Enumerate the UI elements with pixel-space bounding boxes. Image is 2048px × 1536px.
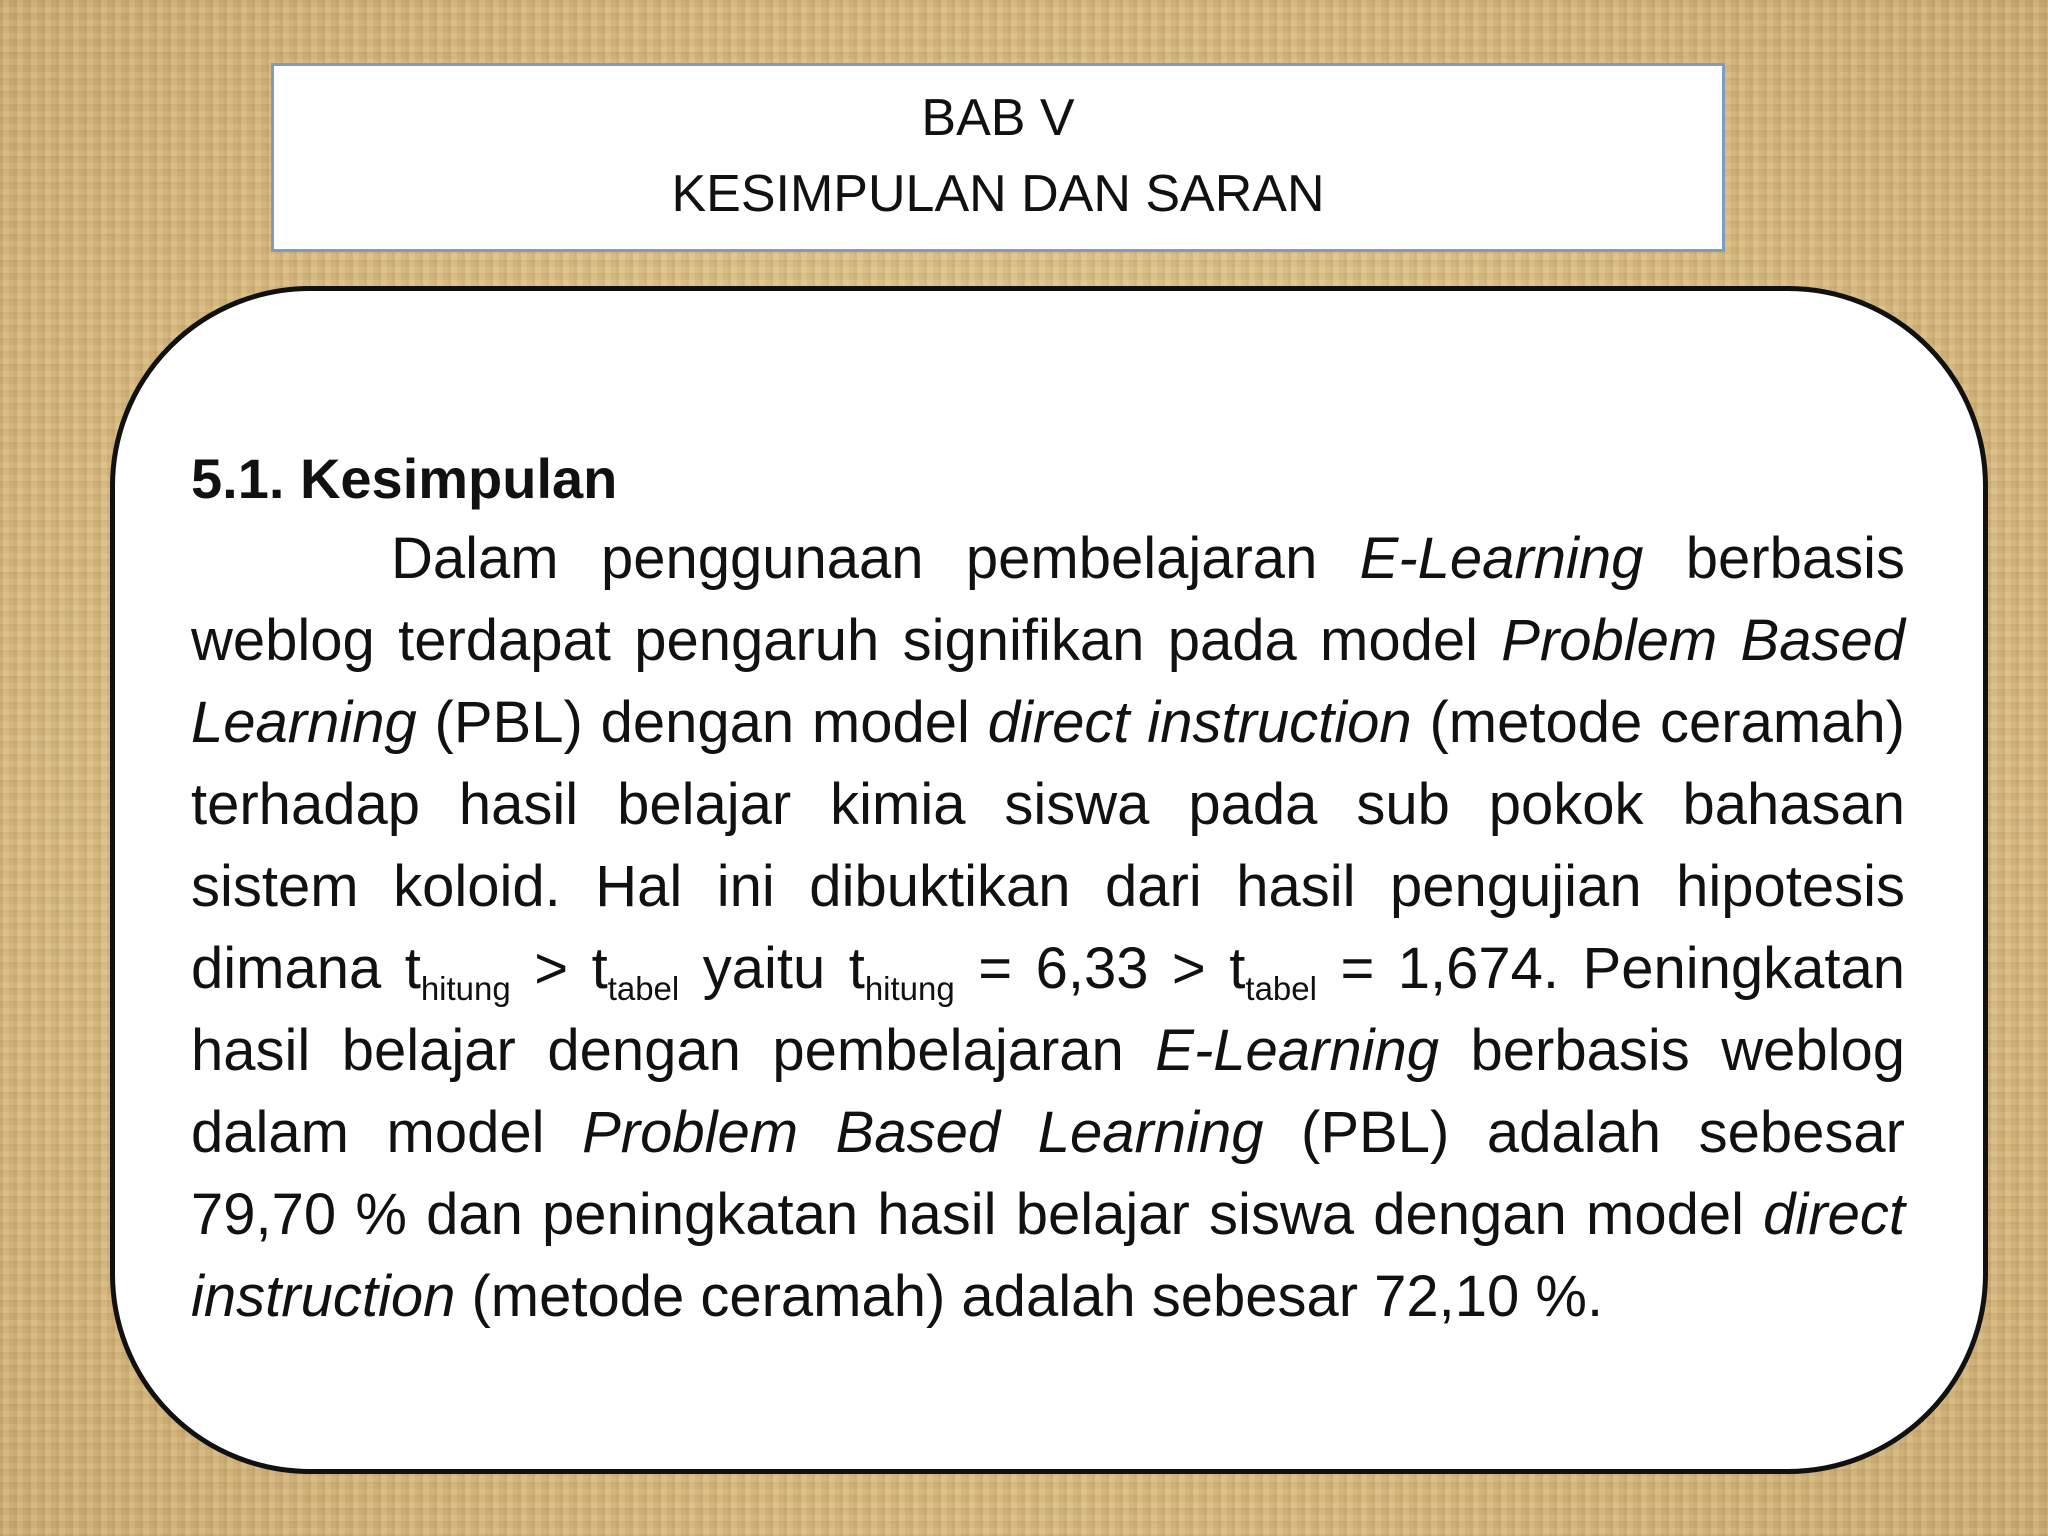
text-run: berbasis weblog terdapat pengaruh signifikan pada model [191, 526, 1905, 673]
text-run-italic: direct instruction [191, 1182, 1905, 1329]
chapter-label: BAB V [921, 89, 1075, 147]
conclusion-paragraph [191, 518, 1905, 1338]
chapter-title: KESIMPULAN DAN SARAN [671, 165, 1325, 223]
text-run: (PBL) dengan model [416, 690, 988, 755]
text-run-italic: Problem Based Learning [191, 608, 1905, 755]
subscript: tabel [1245, 970, 1317, 1007]
subscript: tabel [607, 970, 680, 1007]
text-run: (metode ceramah) adalah sebesar 72,10 %. [455, 1264, 1604, 1329]
section-heading: 5.1. Kesimpulan [191, 447, 618, 510]
text-run: = 1,674. Peningkatan hasil belajar dengan pembelajaran [191, 936, 1906, 1083]
subscript: hitung [420, 970, 511, 1007]
title-box [271, 63, 1725, 252]
text-run: Dalam penggunaan pembelajaran [391, 526, 1360, 591]
subscript: hitung [864, 970, 955, 1007]
text-run: berbasis weblog dalam model [191, 1018, 1905, 1165]
text-run-italic: E-Learning [1359, 526, 1644, 591]
text-run: > t [510, 936, 608, 1001]
text-run-italic: E-Learning [1155, 1018, 1440, 1083]
text-run: (PBL) adalah sebesar 79,70 % dan peningkatan hasil belajar siswa dengan model [191, 1100, 1905, 1247]
text-run: (metode ceramah) terhadap hasil belajar kimia siswa pada sub pokok bahasan sistem koloid. Hal ini dibuktikan dari hasil pengujian hipotesis dimana t [191, 690, 1905, 1001]
text-run-italic: Problem Based Learning [582, 1100, 1264, 1165]
text-run: = 6,33 > t [954, 936, 1246, 1001]
content-text [191, 442, 1905, 1338]
text-run: yaitu t [679, 936, 865, 1001]
text-run-italic: direct instruction [987, 690, 1412, 755]
